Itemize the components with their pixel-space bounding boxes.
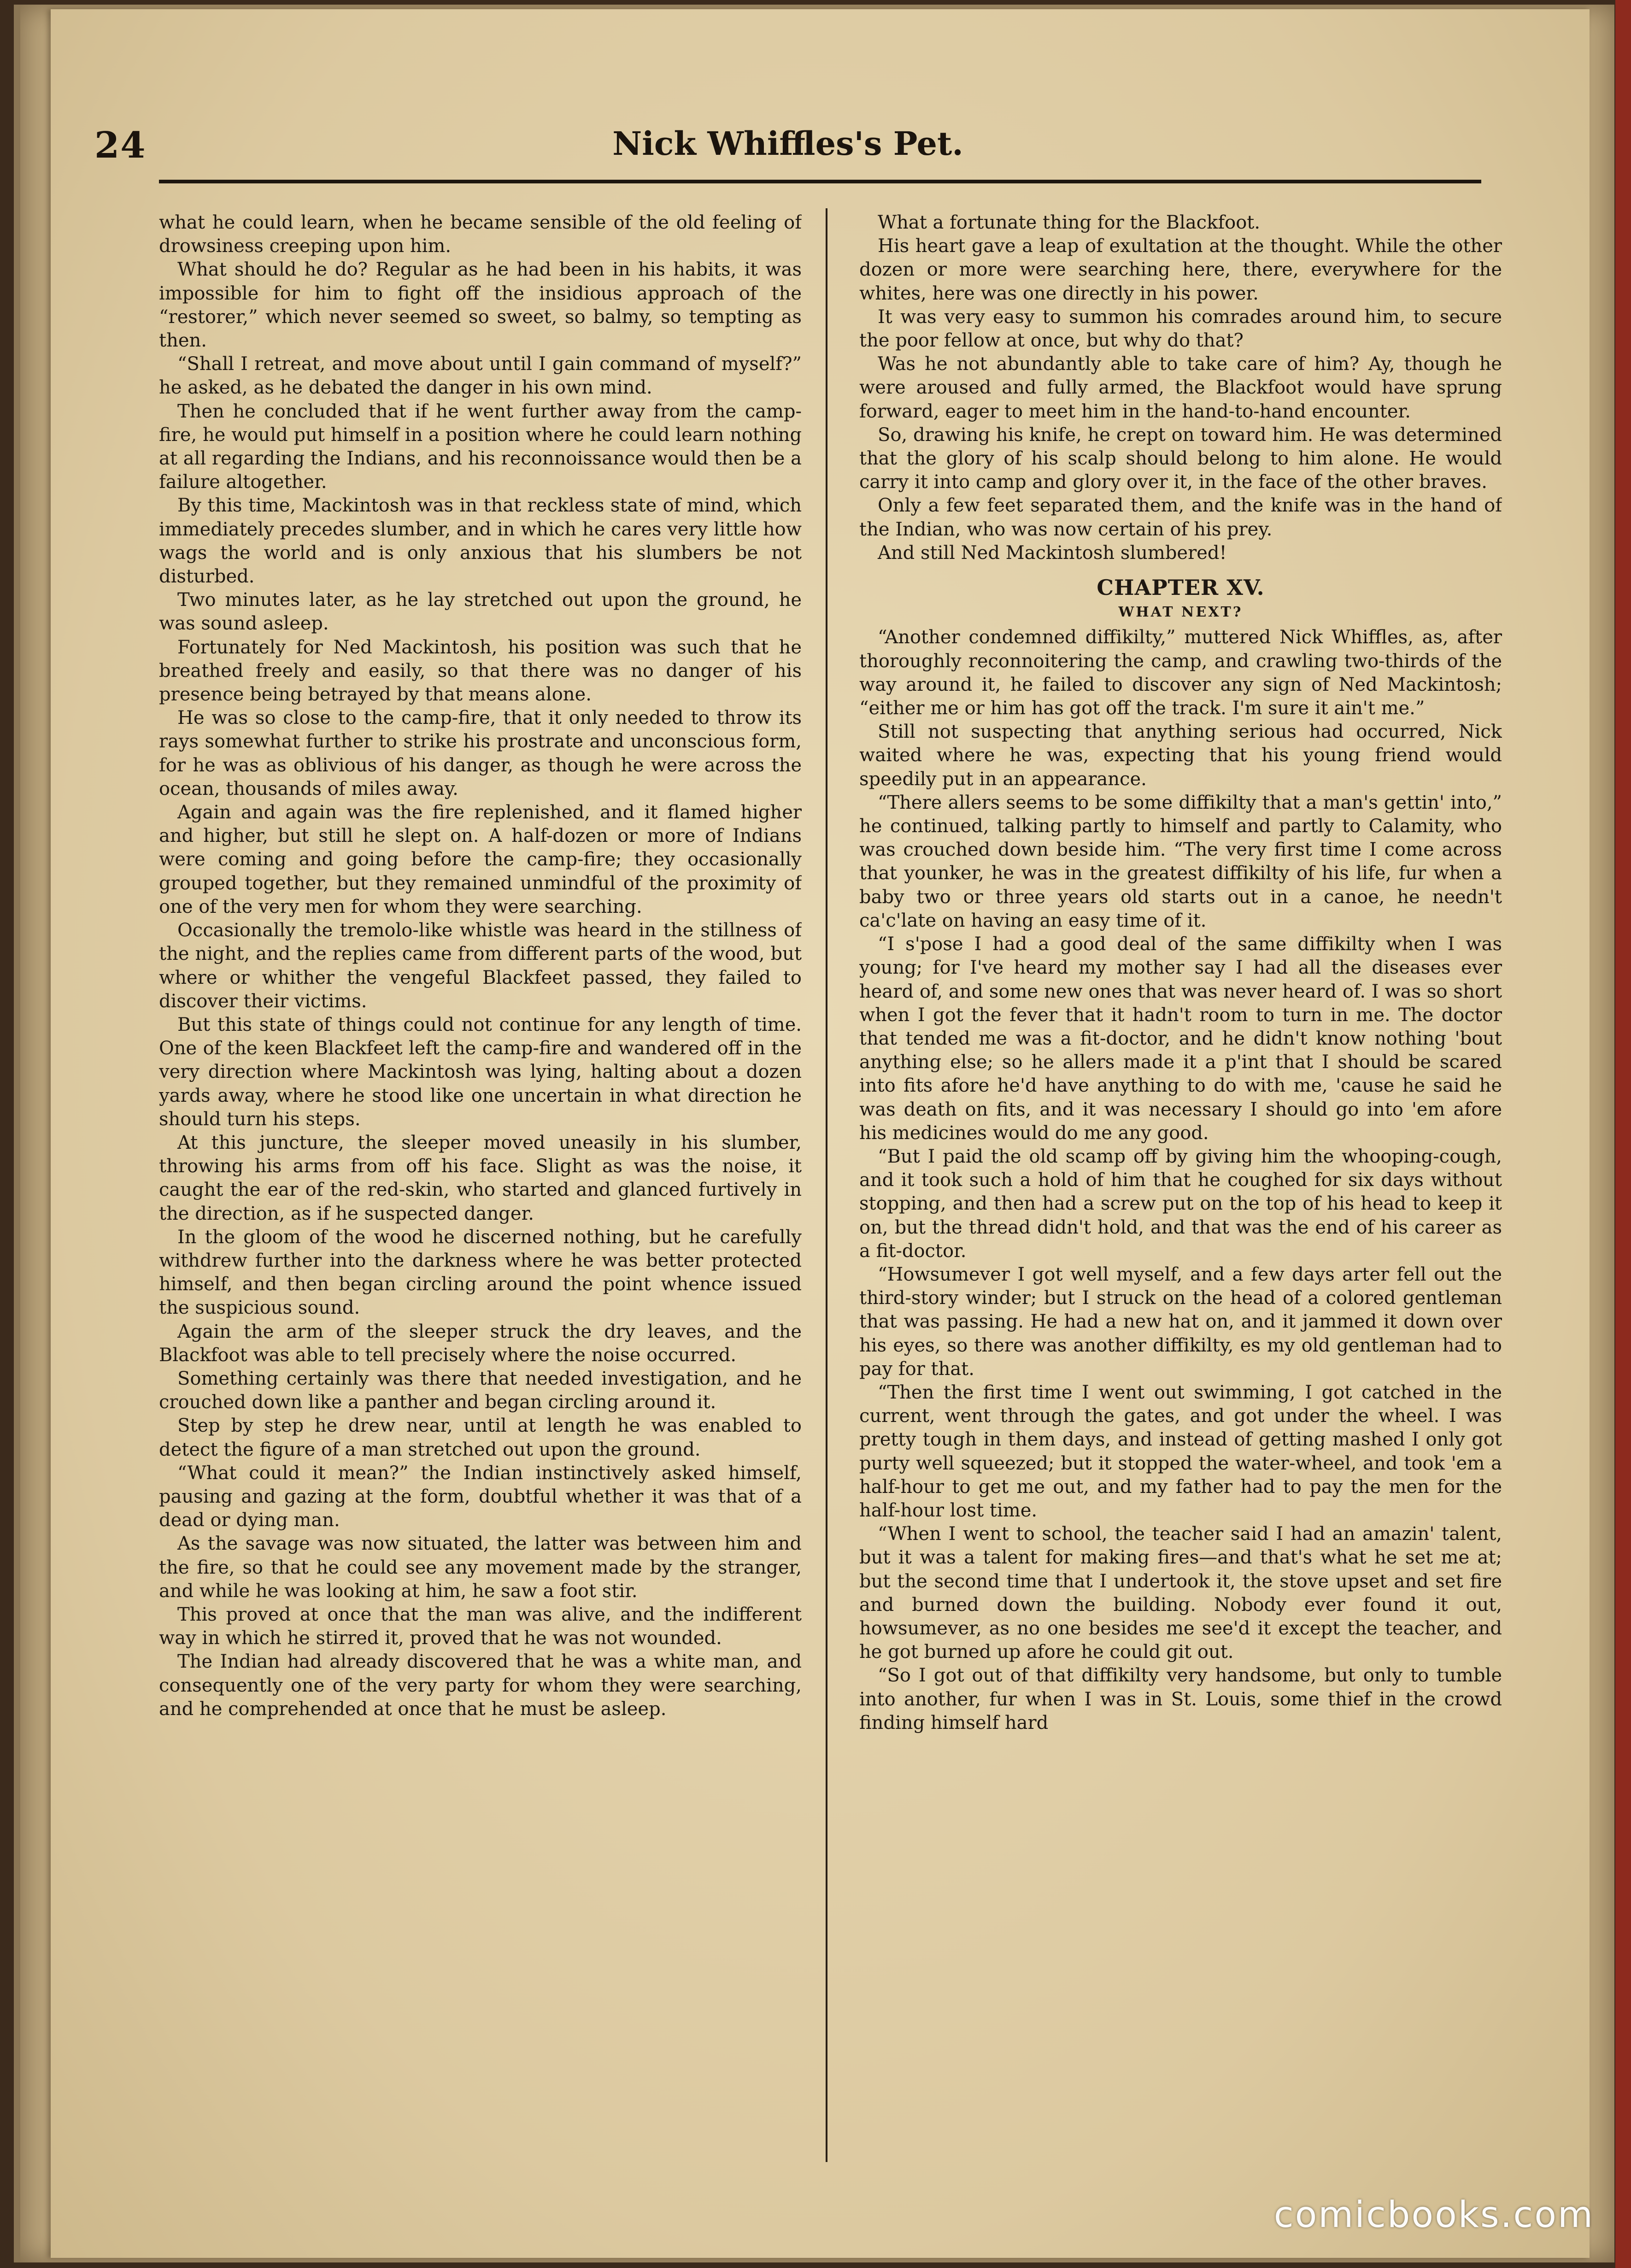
paragraph: Something certainly was there that needed investigation, and he crouched down like a panther and began circling around it. [159, 1368, 802, 1413]
binding-edge [1615, 0, 1631, 2268]
paragraph: “Then the first time I went out swimming, I got catched in the current, went through the gates, and got under the wheel. I was pretty tough in them days, and instead of getting mashed I only got purty well squeezed; but it stopped the water-wheel, and took 'em a half-hour to get me out, and my father had to pay the men for the half-hour lost time. [859, 1381, 1502, 1521]
paragraph: By this time, Mackintosh was in that reckless state of mind, which immediately precedes slumber, and in which he cares very little how wags the world and is only anxious that his slumbers be not disturbed. [159, 495, 802, 588]
paragraph: Step by step he drew near, until at length he was enabled to detect the figure of a man stretched out upon the ground. [159, 1415, 802, 1460]
paragraph: Still not suspecting that anything serious had occurred, Nick waited where he was, expecting that his young friend would speedily put in an appearance. [859, 721, 1502, 790]
right-column [859, 211, 1502, 2162]
paragraph: Again and again was the fire replenished, and it flamed higher and higher, but still he slept on. A half-dozen or more of Indians were coming and going before the camp-fire; they occasionally grouped together, but they remained unmindful of the proximity of one of the very men for whom they were searching. [159, 802, 802, 917]
paragraph: And still Ned Mackintosh slumbered! [878, 542, 1227, 564]
paragraph: Two minutes later, as he lay stretched out upon the ground, he was sound asleep. [159, 589, 802, 635]
paragraph: In the gloom of the wood he discerned nothing, but he carefully withdrew further into the darkness where he was better protected himself, and then began circling around the point whence issued the suspicious sound. [159, 1226, 802, 1319]
paragraph: “Shall I retreat, and move about until I gain command of myself?” he asked, as he debated the danger in his own mind. [159, 353, 802, 399]
paragraph: Again the arm of the sleeper struck the dry leaves, and the Blackfoot was able to tell precisely where the noise occurred. [159, 1321, 802, 1366]
page-number: 24 [94, 124, 147, 166]
paragraph: But this state of things could not continue for any length of time. One of the keen Blackfeet left the camp-fire and wandered off in the very direction where Mackintosh was lying, halting about a dozen yards away, where he stood like one uncertain in what direction he should turn his steps. [159, 1014, 802, 1130]
paragraph: It was very easy to summon his comrades around him, to secure the poor fellow at once, but why do that? [859, 306, 1502, 352]
chapter-subheading: WHAT NEXT? [1118, 604, 1243, 621]
page-header [94, 124, 1481, 175]
paragraph: “Another condemned diffikilty,” muttered Nick Whiffles, as, after thoroughly reconnoitering the camp, and crawling two-thirds of the way around it, he failed to discover any sign of Ned Mackintosh; “either me or him has got off the track. I'm sure it ain't me.” [859, 627, 1502, 719]
left-column [159, 211, 802, 2162]
chapter-heading: CHAPTER XV. [1097, 575, 1265, 600]
paragraph: He was so close to the camp-fire, that it only needed to throw its rays somewhat further to strike his prostrate and unconscious form, for he was as oblivious of his danger, as though he were across the ocean, thousands of miles away. [159, 707, 802, 799]
column-divider [826, 208, 827, 2162]
paragraph: What a fortunate thing for the Blackfoot. [878, 212, 1261, 233]
paragraph: At this juncture, the sleeper moved uneasily in his slumber, throwing his arms from off his face. Slight as was the noise, it caught the ear of the red-skin, who started and glanced furtively in the direction, as if he suspected danger. [159, 1132, 802, 1224]
paragraph: “I s'pose I had a good deal of the same diffikilty when I was young; for I've heard my mother say I had all the diseases ever heard of, and some new ones that was never heard of. I was so short when I got the fever that it hadn't room to turn in me. The doctor that tended me was a fit-doctor, and he didn't know nothing 'bout anything else; so he allers made it a p'int that I should be scared into fits afore he'd have anything to do with me, 'cause he said he was death on fits, and it was necessary I should go into 'em afore his medicines would do me any good. [859, 934, 1502, 1144]
paragraph: “There allers seems to be some diffikilty that a man's gettin' into,” he continued, talking partly to himself and partly to Calamity, who was crouched down beside him. “The very first time I come across that younker, he was in the greatest diffikilty of his life, fur when a baby two or three years old starts out in a canoe, he needn't ca'c'late on having an easy time of it. [859, 792, 1502, 931]
paragraph: The Indian had already discovered that he was a white man, and consequently one of the very party for whom they were searching, and he comprehended at once that he must be asleep. [159, 1651, 802, 1720]
paragraph: Occasionally the tremolo-like whistle was heard in the stillness of the night, and the replies came from different parts of the wood, but where or whither the vengeful Blackfeet passed, they failed to discover their victims. [159, 920, 802, 1012]
watermark: comicbooks.com [1273, 2194, 1594, 2236]
paragraph: Fortunately for Ned Mackintosh, his position was such that he breathed freely and easily, so that there was no danger of his presence being betrayed by that means alone. [159, 636, 802, 705]
paragraph: What should he do? Regular as he had been in his habits, it was impossible for him to fight off the insidious approach of the “restorer,” which never seemed so sweet, so balmy, so tempting as then. [159, 259, 802, 352]
paragraph: what he could learn, when he became sensible of the old feeling of drowsiness creeping upon him. [159, 212, 802, 257]
header-rule [159, 180, 1481, 183]
paragraph: Only a few feet separated them, and the knife was in the hand of the Indian, who was now certain of his prey. [859, 495, 1502, 540]
paragraph: His heart gave a leap of exultation at the thought. While the other dozen or more were searching here, there, everywhere for the whites, here was one directly in his power. [859, 235, 1502, 304]
paragraph: “But I paid the old scamp off by giving him the whooping-cough, and it took such a hold of him that he coughed for six days without stopping, and then had a screw put on the top of his head to keep it on, but the thread didn't hold, and that was the end of his career as a fit-doctor. [859, 1146, 1502, 1262]
paragraph: Was he not abundantly able to take care of him? Ay, though he were aroused and fully armed, the Blackfoot would have sprung forward, eager to meet him in the hand-to-hand encounter. [859, 353, 1502, 422]
paragraph: This proved at once that the man was alive, and the indifferent way in which he stirred it, proved that he was not wounded. [159, 1604, 802, 1649]
paragraph: “When I went to school, the teacher said I had an amazin' talent, but it was a talent for making fires—and that's what he set me at; but the second time that I undertook it, the stove upset and set fire and burned down the building. Nobody ever found it out, howsumever, as no one besides me see'd it except the teacher, and he got burned up afore he could git out. [859, 1523, 1502, 1663]
paragraph: So, drawing his knife, he crept on toward him. He was determined that the glory of his scalp should belong to him alone. He would carry it into camp and glory over it, in the face of the other braves. [859, 424, 1502, 493]
paragraph: “So I got out of that diffikilty very handsome, but only to tumble into another, fur when I was in St. Louis, some thief in the crowd finding himself hard [859, 1665, 1502, 1733]
paragraph: “Howsumever I got well myself, and a few days arter fell out the third-story winder; but I struck on the head of a colored gentleman that was passing. He had a new hat on, and it jammed it down over his eyes, so there was another diffikilty, es my old gentleman had to pay for that. [859, 1263, 1502, 1380]
paragraph: “What could it mean?” the Indian instinctively asked himself, pausing and gazing at the form, doubtful whether it was that of a dead or dying man. [159, 1462, 802, 1531]
paragraph: Then he concluded that if he went further away from the camp-fire, he would put himself in a position where he could learn nothing at all regarding the Indians, and his reconnoissance would then be a failure altogether. [159, 400, 802, 493]
running-title: Nick Whiffles's Pet. [612, 124, 963, 163]
paragraph: As the savage was now situated, the latter was between him and the fire, so that he could see any movement made by the stranger, and while he was looking at him, he saw a foot stir. [159, 1533, 802, 1602]
